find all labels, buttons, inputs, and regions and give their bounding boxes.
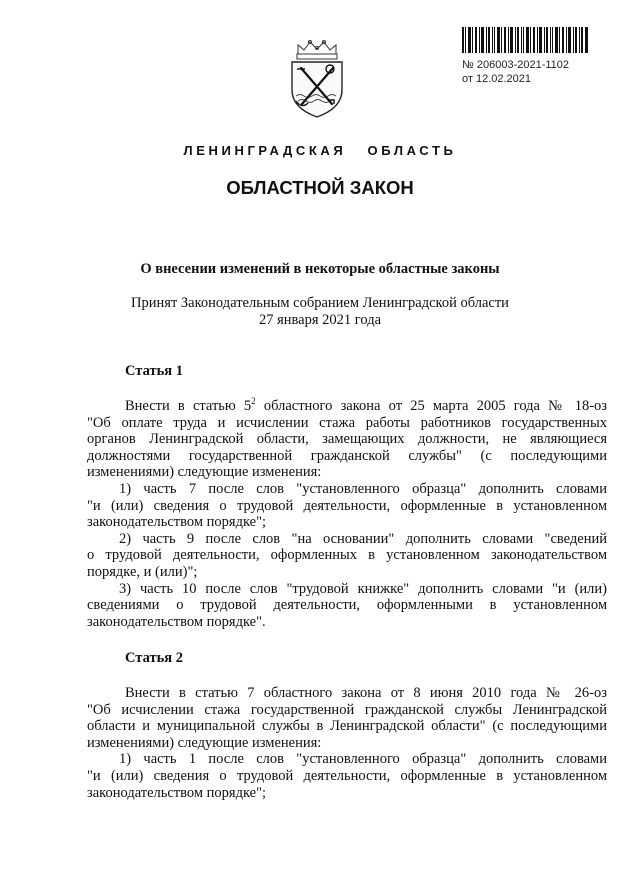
article-2-body [87, 685, 607, 801]
list-item-line: сведениями о трудовой деятельности, оформленными в установленном [87, 597, 607, 614]
law-type: ОБЛАСТНОЙ ЗАКОН [226, 177, 414, 198]
list-item-line: законодательством порядке"; [87, 514, 267, 531]
text-line: "Об исчислении стажа государственной гражданской службы Ленинградской [87, 701, 607, 718]
list-item-line: 1) часть 7 после слов "установленного образца" дополнить словами [119, 480, 607, 497]
text-line: изменениями) следующие изменения: [87, 734, 322, 751]
registration-date: от 12.02.2021 [462, 73, 532, 85]
text-line: области и муниципальной службы в Ленинградской области" (с последующими [87, 718, 607, 735]
list-item-line: "и (или) сведения о трудовой деятельности, оформленные в установленном [87, 497, 607, 514]
list-item-line: 1) часть 1 после слов "установленного образца" дополнить словами [119, 751, 607, 768]
adoption-note [0, 295, 640, 329]
article-1-heading: Статья 1 [125, 363, 183, 379]
list-item-line: законодательством порядке". [87, 613, 266, 630]
text-line: должностями государственной гражданской службы" (с последующими [87, 447, 607, 464]
registration-stamp [462, 27, 592, 86]
article-2-heading: Статья 2 [125, 650, 183, 666]
registration-number: № 206003-2021-1102 [462, 59, 570, 71]
text-line: "Об оплате труда и исчислении стажа работы работников государственных [87, 414, 607, 431]
article-1-body [87, 398, 607, 630]
region-name: ЛЕНИНГРАДСКАЯ ОБЛАСТЬ [183, 143, 457, 158]
adoption-date: 27 января 2021 года [258, 312, 382, 328]
list-item-line: законодательством порядке"; [87, 784, 267, 801]
article-1-intro-first-line: Внести в статью $5^2$ областного закона от 25 марта 2005 года № 18-оз [125, 396, 608, 414]
list-item-line: о трудовой деятельности, оформленных в установленном законодательством [87, 547, 607, 564]
text-line: органов Ленинградской области, замещающих должности, не являющиеся [87, 431, 607, 448]
coat-of-arms-emblem [284, 38, 350, 120]
adoption-line: Принят Законодательным собранием Ленинградской области [131, 295, 509, 311]
barcode [462, 27, 588, 53]
list-item-line: 2) часть 9 после слов "на основании" дополнить словами "сведений [119, 530, 607, 547]
text-line: изменениями) следующие изменения: [87, 464, 322, 481]
list-item-line: порядке, и (или)"; [87, 563, 198, 580]
list-item-line: "и (или) сведения о трудовой деятельности, оформленные в установленном [87, 767, 607, 784]
law-title: О внесении изменений в некоторые областные законы [140, 261, 500, 277]
list-item-line: 3) часть 10 после слов "трудовой книжке" дополнить словами "и (или) [119, 580, 607, 597]
text-line: Внести в статью 7 областного закона от 8 июня 2010 года № 26-оз [125, 685, 607, 701]
